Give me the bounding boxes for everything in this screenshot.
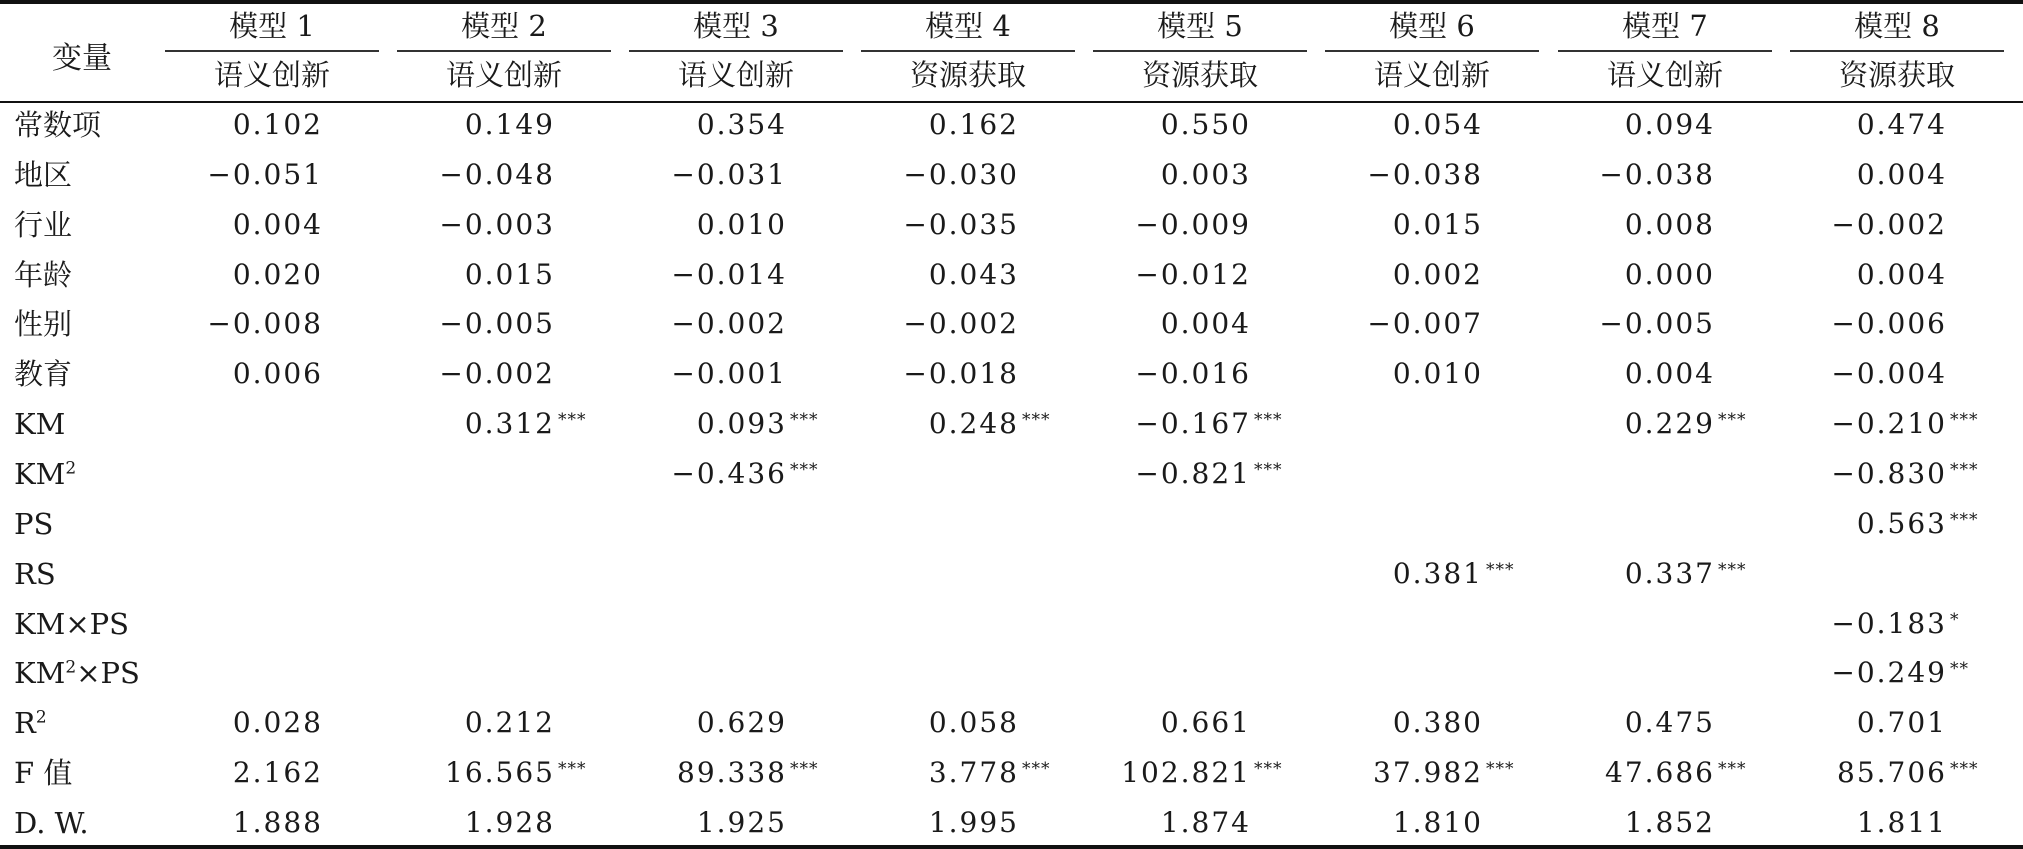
table-cell [1393,207,1483,243]
model-header-rule [1325,50,1539,52]
table-cell [929,805,1019,841]
row-label-text: 常数项 [14,108,102,142]
table-cell [233,356,323,392]
row-label-text: KM×PS [14,606,130,641]
table-cell [1837,755,1979,791]
table-cell [439,157,555,193]
row-label [14,805,89,841]
coefficient-value: 0.381 [1392,556,1483,590]
row-label-text: KM [14,407,66,442]
table-cell [1831,406,1979,442]
coefficient-value: 0.149 [464,108,555,141]
table-cell [1625,107,1715,143]
coefficient-value: 0.004 [1856,157,1947,191]
coefficient-value: 1.888 [232,805,323,839]
table-cell [1625,207,1715,243]
model-header-rule [1093,50,1307,52]
coefficient-value: 0.094 [1624,108,1715,141]
significance-stars: *** [1254,410,1283,431]
coefficient-value: 0.015 [1392,207,1483,241]
model-name-header: 模型 6 [1389,9,1475,43]
coefficient-value: 0.020 [232,257,323,291]
table-cell [671,157,787,193]
coefficient-value: 1.874 [1160,805,1251,839]
coefficient-value: 0.058 [928,706,1019,740]
coefficient-value: 37.982 [1373,756,1483,790]
table-cell [1856,506,1979,542]
table-cell [1857,107,1947,143]
coefficient-value: −0.167 [1135,407,1251,441]
table-bottom-rule [0,845,2023,849]
coefficient-value: −0.031 [671,157,787,191]
table-cell [465,257,555,293]
coefficient-value: −0.821 [1135,456,1251,490]
coefficient-value: −0.003 [439,207,555,241]
table-cell [1831,207,1947,243]
table-cell [233,705,323,741]
coefficient-value: −0.009 [1135,207,1251,241]
coefficient-value: −0.183 [1831,606,1947,640]
table-cell [1161,805,1251,841]
table-cell [1121,755,1283,791]
coefficient-value: 47.686 [1605,756,1715,790]
dependent-variable-header: 语义创新 [677,58,795,92]
table-cell [903,207,1019,243]
table-cell [1625,805,1715,841]
coefficient-value: 0.701 [1856,706,1947,740]
coefficient-value: 0.229 [1624,407,1715,441]
table-cell [439,306,555,342]
coefficient-value: −0.016 [1135,357,1251,391]
row-label [14,107,101,143]
significance-stars: *** [1254,759,1283,780]
row-label [14,755,72,791]
table-cell [1135,406,1283,442]
table-cell [929,705,1019,741]
table-cell [929,257,1019,293]
coefficient-value: 1.995 [928,805,1019,839]
coefficient-value: −0.830 [1831,456,1947,490]
significance-stars: *** [1950,410,1979,431]
table-cell [671,306,787,342]
table-cell [1624,556,1747,592]
coefficient-value: 0.354 [696,108,787,141]
table-cell [903,306,1019,342]
table-cell [1624,406,1747,442]
table-cell [1831,655,1969,691]
table-cell [1857,805,1947,841]
table-cell [465,705,555,741]
coefficient-value: −0.014 [671,257,787,291]
table-cell [697,805,787,841]
row-label-text: KM [14,656,66,691]
table-cell [233,755,323,791]
table-cell [1392,556,1515,592]
significance-stars: *** [558,410,587,431]
row-label-text: 性别 [14,307,73,342]
model-header-rule [629,50,843,52]
row-label-text: 行业 [14,207,73,242]
table-cell [439,207,555,243]
coefficient-value: −0.018 [903,357,1019,391]
coefficient-value: −0.007 [1367,307,1483,341]
model-header-rule [861,50,1075,52]
table-cell [697,705,787,741]
table-cell [1367,306,1483,342]
table-cell [1599,306,1715,342]
significance-stars: *** [1486,759,1515,780]
significance-stars: *** [558,759,587,780]
row-label [14,207,72,243]
row-label-text: D. W. [14,805,89,840]
significance-stars: *** [1022,759,1051,780]
table-cell [1161,107,1251,143]
table-cell [671,257,787,293]
coefficient-value: −0.005 [439,307,555,341]
table-cell [1393,257,1483,293]
row-label-text: 地区 [14,157,73,192]
row-label-text: PS [14,506,54,541]
row-label [14,606,129,642]
coefficient-value: 0.004 [1856,257,1947,291]
coefficient-value: 0.002 [1392,257,1483,291]
model-name-header: 模型 2 [461,9,547,43]
row-label [14,257,72,293]
table-cell [928,406,1051,442]
table-cell [1135,257,1251,293]
coefficient-value: −0.001 [671,357,787,391]
table-cell [1393,805,1483,841]
coefficient-value: 0.212 [464,706,555,740]
coefficient-value: 1.852 [1624,805,1715,839]
table-top-rule [0,0,2023,4]
coefficient-value: 1.928 [464,805,555,839]
table-cell [1625,257,1715,293]
coefficient-value: −0.004 [1831,357,1947,391]
coefficient-value: 85.706 [1837,756,1947,790]
coefficient-value: 0.015 [464,257,555,291]
table-cell [445,755,587,791]
model-header-rule [165,50,379,52]
coefficient-value: −0.006 [1831,307,1947,341]
coefficient-value: −0.002 [1831,207,1947,241]
coefficient-value: −0.035 [903,207,1019,241]
model-name-header: 模型 7 [1622,9,1708,43]
table-cell [464,406,587,442]
coefficient-value: 0.475 [1624,706,1715,740]
coefficient-value: 0.380 [1392,706,1483,740]
coefficient-value: 0.054 [1392,108,1483,141]
coefficient-value: 0.010 [696,207,787,241]
coefficient-value: 0.563 [1856,506,1947,540]
table-cell [1599,157,1715,193]
coefficient-value: 0.004 [232,207,323,241]
table-cell [671,356,787,392]
coefficient-value: −0.051 [207,157,323,191]
table-cell [929,107,1019,143]
model-header-rule [1790,50,2004,52]
row-label-text: 教育 [14,357,73,392]
coefficient-value: 3.778 [928,756,1019,790]
dependent-variable-header: 语义创新 [1606,58,1724,92]
table-cell [1625,705,1715,741]
table-cell [1857,257,1947,293]
table-cell [1161,157,1251,193]
table-cell [1135,356,1251,392]
table-cell [233,257,323,293]
significance-stars: *** [1022,410,1051,431]
row-label-text: R [14,706,36,741]
table-cell [1161,306,1251,342]
row-label-text: RS [14,556,56,591]
significance-stars: *** [1254,459,1283,480]
coefficient-value: 0.004 [1160,307,1251,341]
significance-stars: *** [790,759,819,780]
significance-stars: *** [790,459,819,480]
coefficient-value: −0.038 [1599,157,1715,191]
coefficient-value: 0.093 [696,407,787,441]
table-cell [1373,755,1515,791]
coefficient-value: −0.048 [439,157,555,191]
significance-stars: *** [1950,509,1979,530]
coefficient-value: −0.002 [671,307,787,341]
table-cell [697,107,787,143]
table-cell [207,306,323,342]
model-name-header: 模型 5 [1157,9,1243,43]
coefficient-value: −0.012 [1135,257,1251,291]
coefficient-value: 0.661 [1160,706,1251,740]
row-label [14,456,76,492]
model-name-header: 模型 3 [693,9,779,43]
table-cell [697,207,787,243]
significance-stars: *** [790,410,819,431]
table-cell [233,805,323,841]
table-cell [1625,356,1715,392]
table-cell [1367,157,1483,193]
table-cell [1831,306,1947,342]
row-label-superscript: 2 [35,707,47,728]
coefficient-value: 0.028 [232,706,323,740]
model-name-header: 模型 4 [925,9,1011,43]
coefficient-value: 0.000 [1624,257,1715,291]
coefficient-value: −0.038 [1367,157,1483,191]
row-label-superscript: 2 [65,458,77,479]
coefficient-value: −0.008 [207,307,323,341]
significance-stars: *** [1718,559,1747,580]
table-cell [1393,107,1483,143]
model-header-rule [397,50,611,52]
coefficient-value: 0.102 [232,108,323,141]
row-label [14,306,72,342]
row-label [14,356,72,392]
row-label-text: F 值 [14,756,73,791]
coefficient-value: 0.004 [1624,357,1715,391]
coefficient-value: 0.629 [696,706,787,740]
coefficient-value: −0.002 [903,307,1019,341]
table-cell [233,107,323,143]
table-cell [1857,157,1947,193]
row-label-text: 年龄 [14,257,73,292]
coefficient-value: −0.249 [1831,656,1947,690]
coefficient-value: 0.006 [232,357,323,391]
dependent-variable-header: 资源获取 [1141,58,1259,92]
coefficient-value: 0.162 [928,108,1019,141]
table-cell [903,157,1019,193]
row-label [14,157,72,193]
table-cell [1831,356,1947,392]
row-label-suffix: ×PS [76,656,140,691]
dependent-variable-header: 语义创新 [213,58,331,92]
coefficient-value: 0.550 [1160,108,1251,141]
row-label [14,406,65,442]
dependent-variable-header: 语义创新 [445,58,563,92]
table-cell [1161,705,1251,741]
significance-stars: *** [1950,459,1979,480]
table-cell [1393,705,1483,741]
coefficient-value: −0.210 [1831,407,1947,441]
row-label [14,705,47,741]
coefficient-value: 16.565 [445,756,555,790]
coefficient-value: 0.008 [1624,207,1715,241]
coefficient-value: 89.338 [677,756,787,790]
table-cell [1135,456,1283,492]
significance-stars: * [1950,609,1960,630]
significance-stars: *** [1718,759,1747,780]
table-cell [1135,207,1251,243]
table-cell [671,456,819,492]
coefficient-value: 1.810 [1392,805,1483,839]
table-cell [1857,705,1947,741]
row-label-superscript: 2 [65,657,77,678]
dependent-variable-header: 语义创新 [1373,58,1491,92]
coefficient-value: −0.005 [1599,307,1715,341]
table-cell [1605,755,1747,791]
coefficient-value: 1.811 [1856,805,1947,839]
coefficient-value: 0.010 [1392,357,1483,391]
coefficient-value: −0.030 [903,157,1019,191]
table-cell [1831,456,1979,492]
table-cell [1831,606,1960,642]
table-cell [677,755,819,791]
significance-stars: *** [1950,759,1979,780]
table-cell [903,356,1019,392]
coefficient-value: 0.337 [1624,556,1715,590]
coefficient-value: −0.436 [671,456,787,490]
table-cell [465,107,555,143]
table-header-rule [0,101,2023,103]
model-name-header: 模型 8 [1854,9,1940,43]
coefficient-value: −0.002 [439,357,555,391]
table-cell [207,157,323,193]
coefficient-value: 1.925 [696,805,787,839]
row-label [14,655,140,691]
table-cell [1393,356,1483,392]
model-name-header: 模型 1 [229,9,315,43]
dependent-variable-header: 资源获取 [909,58,1027,92]
table-cell [439,356,555,392]
table-cell [696,406,819,442]
row-label-text: KM [14,456,66,491]
table-cell [465,805,555,841]
coefficient-value: 0.248 [928,407,1019,441]
coefficient-value: 2.162 [232,756,323,790]
table-cell [233,207,323,243]
dependent-variable-header: 资源获取 [1838,58,1956,92]
row-label [14,556,56,592]
significance-stars: *** [1718,410,1747,431]
coefficient-value: 0.474 [1856,108,1947,141]
coefficient-value: 102.821 [1121,756,1251,790]
significance-stars: *** [1486,559,1515,580]
coefficient-value: 0.003 [1160,157,1251,191]
coefficient-value: 0.043 [928,257,1019,291]
model-header-rule [1558,50,1772,52]
row-label [14,506,53,542]
table-cell [928,755,1051,791]
coefficient-value: 0.312 [464,407,555,441]
significance-stars: ** [1950,659,1969,680]
variable-column-header: 变量 [52,41,112,76]
